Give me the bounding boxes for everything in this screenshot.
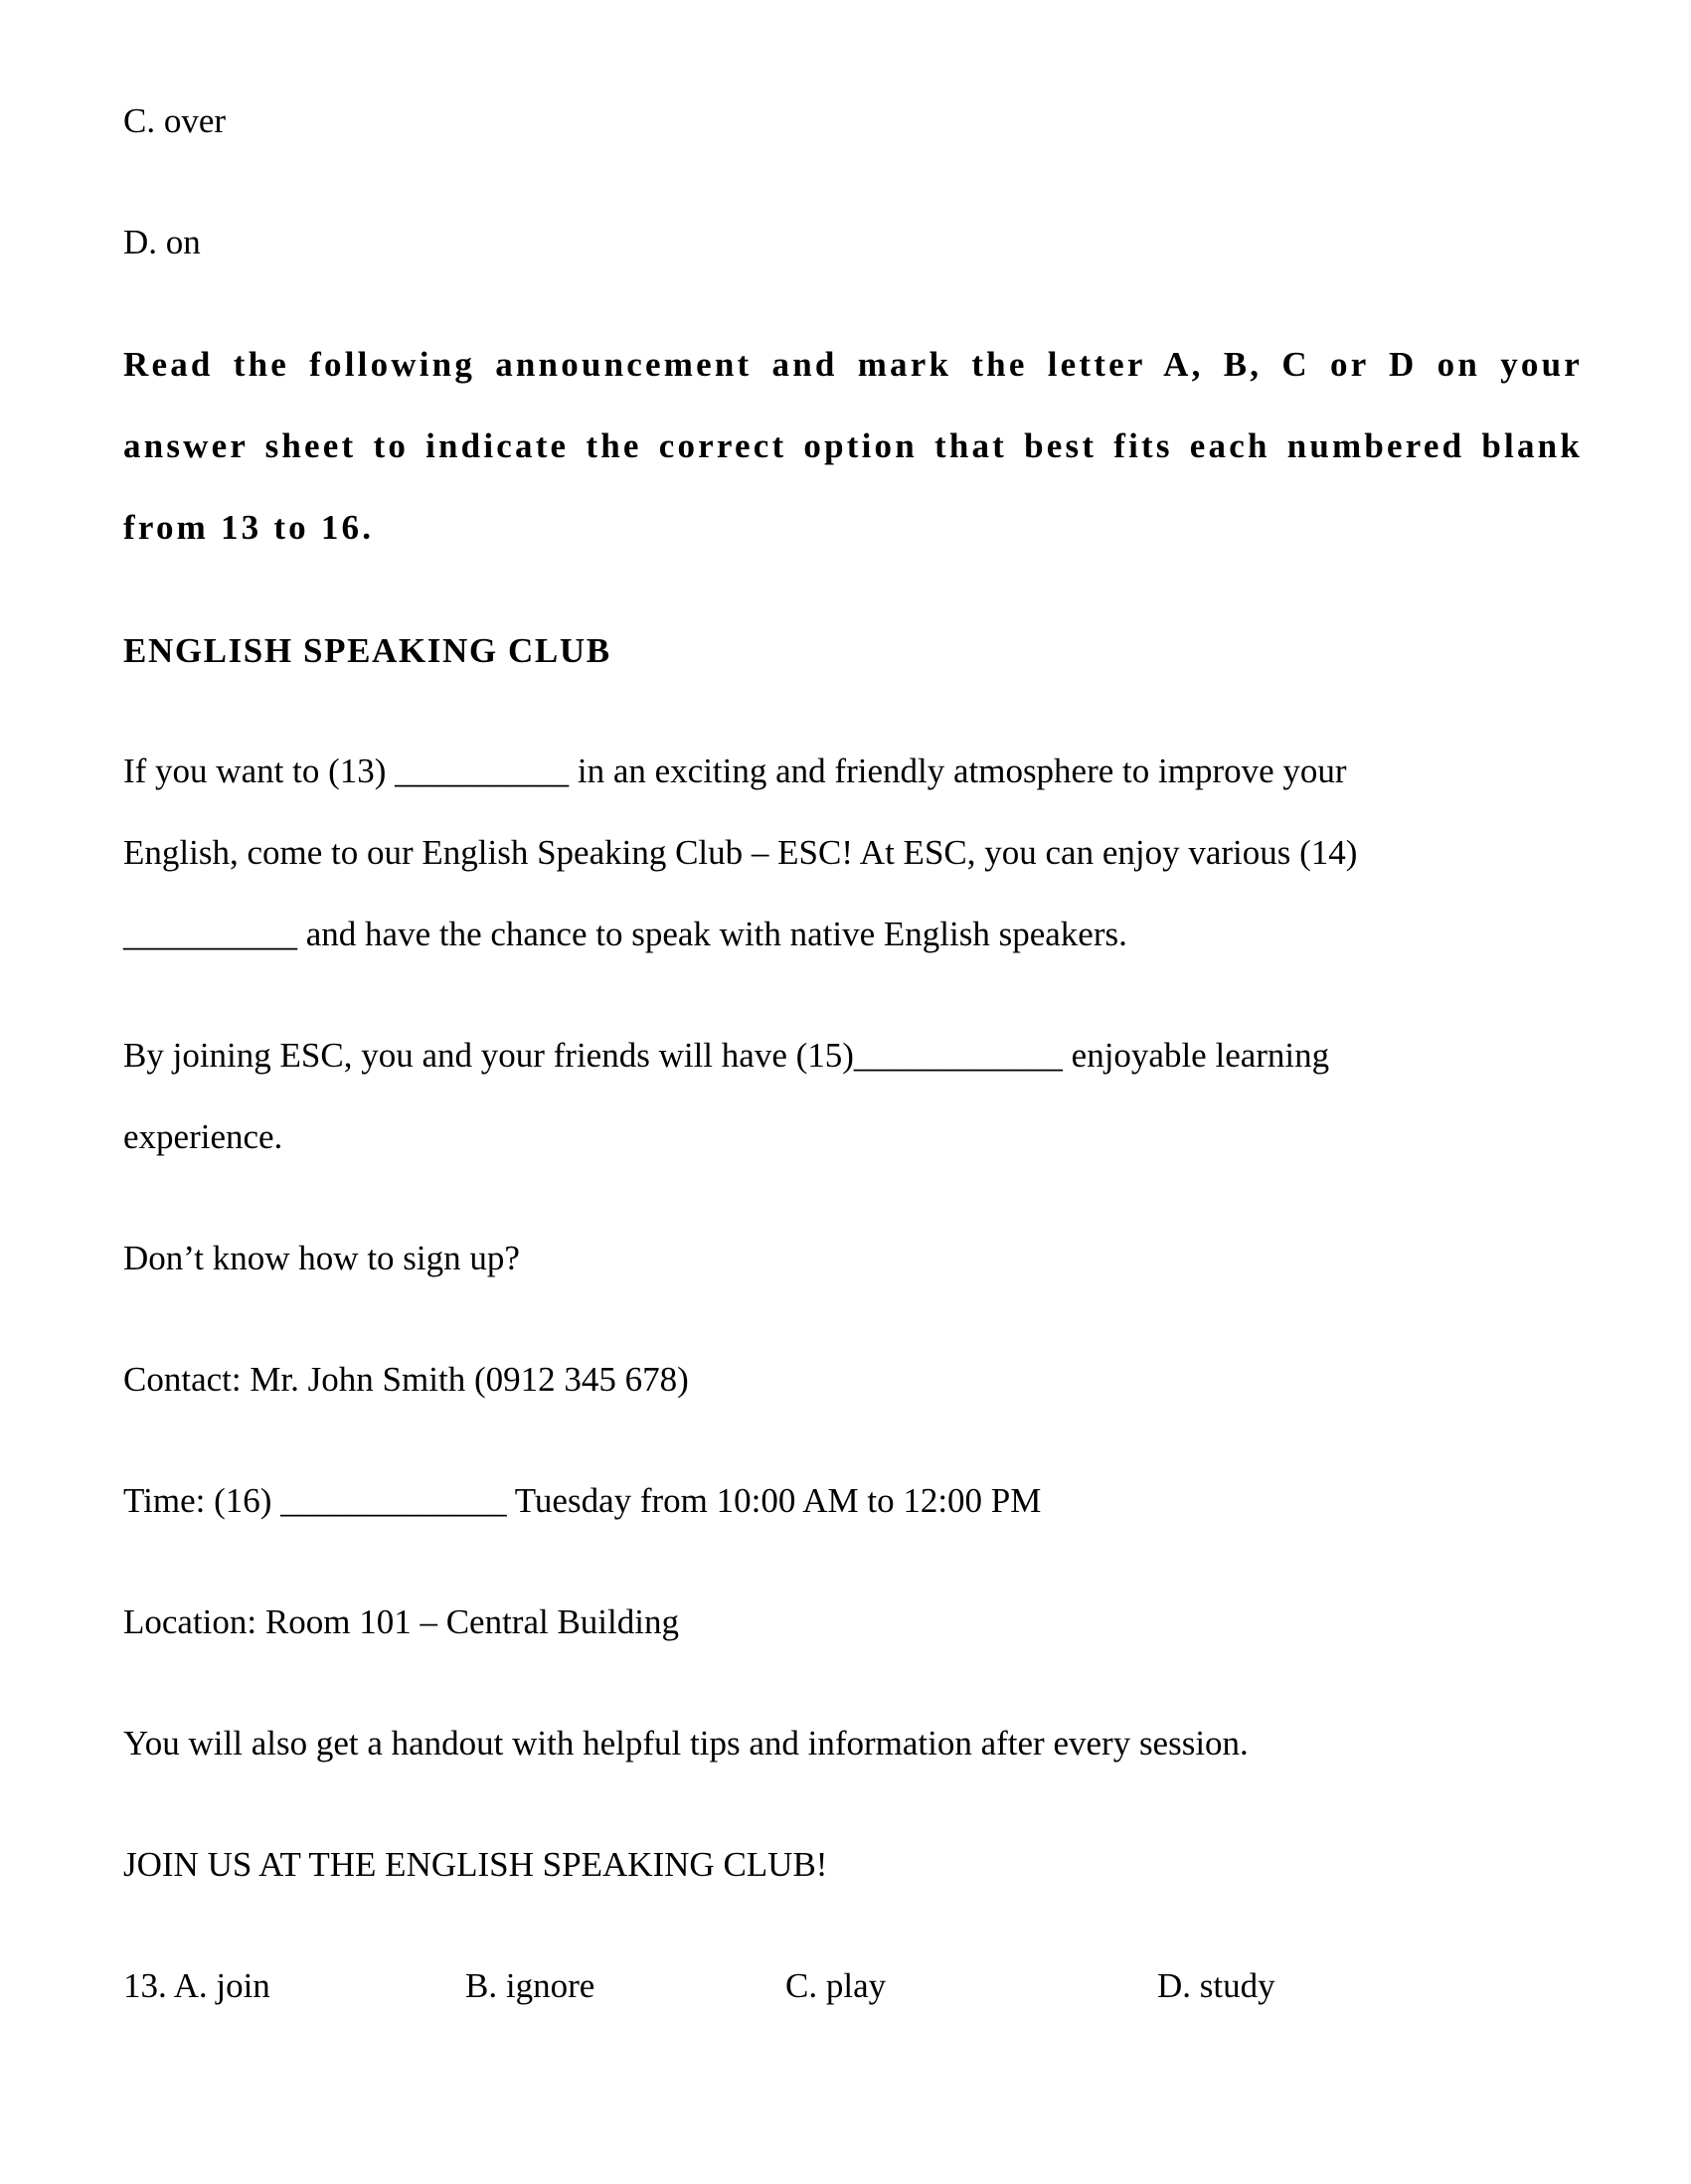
option-c-over: C. over (123, 101, 227, 140)
question-13-option-b: B. ignore (465, 1966, 595, 2005)
handout-line: You will also get a handout with helpful tips and information after every session. (123, 1724, 1249, 1763)
location-line: Location: Room 101 – Central Building (123, 1602, 679, 1641)
contact-line: Contact: Mr. John Smith (0912 345 678) (123, 1360, 689, 1399)
question-13-option-c: C. play (785, 1966, 887, 2005)
instruction-text: Read the following announcement and mark the letter A, B, C or D on your answer sheet to indicate the correct option that best fits each numbered blank from 13 to 16. (123, 345, 1583, 547)
paragraph-1-line-1: If you want to (13) __________ in an exciting and friendly atmosphere to improve your (123, 752, 1347, 790)
question-13-option-a: 13. A. join (123, 1966, 270, 2005)
question-13-option-d: D. study (1157, 1966, 1275, 2005)
paragraph-2-line-1: By joining ESC, you and your friends will have (15)____________ enjoyable learning (123, 1036, 1330, 1075)
paragraph-1-line-3: __________ and have the chance to speak with native English speakers. (123, 915, 1127, 953)
paragraph-2-line-2: experience. (123, 1117, 283, 1156)
announcement-title: ENGLISH SPEAKING CLUB (123, 631, 611, 670)
time-line: Time: (16) _____________ Tuesday from 10:00 AM to 12:00 PM (123, 1481, 1042, 1520)
call-to-action: JOIN US AT THE ENGLISH SPEAKING CLUB! (123, 1845, 828, 1884)
option-d-on: D. on (123, 223, 201, 261)
paragraph-1-line-2: English, come to our English Speaking Club – ESC! At ESC, you can enjoy various (14) (123, 833, 1358, 872)
signup-question: Don’t know how to sign up? (123, 1239, 520, 1277)
